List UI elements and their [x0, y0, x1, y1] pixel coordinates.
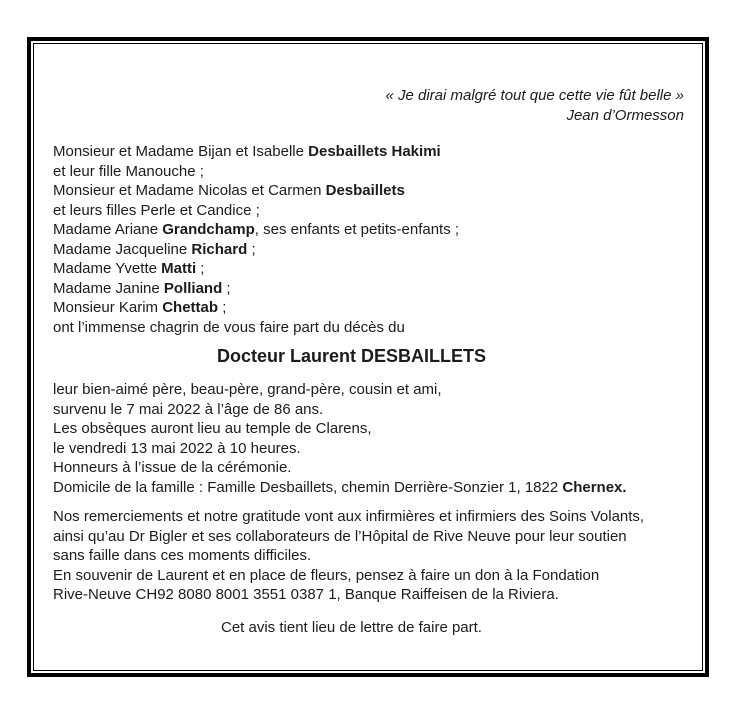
text-run: Monsieur et Madame Nicolas et Carmen	[53, 182, 326, 199]
text-run: En souvenir de Laurent et en place de fleurs, pensez à faire un don à la Fondation	[53, 566, 600, 584]
text-line	[53, 220, 684, 240]
deceased-name-title: Docteur Laurent DESBAILLETS	[216, 346, 487, 366]
text-line	[53, 162, 684, 182]
text-line	[53, 458, 684, 478]
text-run: Monsieur et Madame Bijan et Isabelle	[53, 143, 309, 160]
text-run: ;	[218, 299, 227, 316]
obituary-content	[34, 44, 702, 670]
text-run: le vendredi 13 mai 2022 à 10 heures.	[53, 439, 301, 457]
bold-name: Grandchamp	[162, 221, 255, 238]
funeral-details	[53, 380, 684, 497]
epigraph	[53, 86, 684, 125]
family-list	[53, 142, 684, 337]
text-line	[53, 507, 684, 527]
text-line	[53, 439, 684, 459]
text-line	[53, 478, 684, 498]
text-run: Madame Yvette	[53, 260, 162, 277]
epigraph-attribution: Jean d’Ormesson	[566, 106, 684, 124]
text-run: ;	[196, 260, 205, 277]
text-run: Madame Janine	[53, 279, 164, 297]
text-line	[53, 240, 684, 260]
text-run: Madame Ariane	[53, 221, 163, 238]
bold-name: Chernex.	[562, 478, 627, 496]
text-line	[53, 279, 684, 299]
text-run: Les obsèques auront lieu au temple de Clarens,	[53, 420, 372, 437]
text-run: Nos remerciements et notre gratitude vont aux infirmières et infirmiers des Soins Volants,	[53, 508, 645, 525]
text-run: leur bien-aimé père, beau-père, grand-père, cousin et ami,	[53, 381, 442, 398]
text-line	[53, 419, 684, 439]
text-line	[53, 142, 684, 162]
text-line	[53, 400, 684, 420]
text-run: Rive-Neuve CH92 8080 8001 3551 0387 1, Banque Raiffeisen de la Riviera.	[53, 586, 559, 603]
text-run: survenu le 7 mai 2022 à l’âge de 86 ans.	[53, 400, 324, 418]
text-run: Monsieur Karim	[53, 299, 163, 316]
text-run: , ses enfants et petits-enfants ;	[254, 221, 460, 238]
text-run: Domicile de la famille : Famille Desbaillets, chemin Derrière-Sonzier 1, 1822	[53, 478, 563, 496]
bold-name: Chettab	[162, 299, 219, 316]
text-run: et leurs filles Perle et Candice ;	[53, 201, 260, 219]
text-run: ;	[247, 240, 256, 258]
text-run: et leur fille Manouche ;	[53, 162, 204, 180]
closing-line: Cet avis tient lieu de lettre de faire part.	[221, 618, 482, 636]
text-run: ;	[222, 279, 231, 297]
outer-border-frame	[27, 37, 709, 677]
bold-name: Desbaillets Hakimi	[308, 143, 441, 160]
bold-name: Polliand	[163, 279, 223, 297]
bold-name: Matti	[161, 260, 197, 277]
text-line	[53, 566, 684, 586]
text-line	[53, 318, 684, 338]
acknowledgements	[53, 507, 684, 605]
text-run: ont l’immense chagrin de vous faire part du décès du	[53, 318, 405, 336]
bold-name: Desbaillets	[325, 182, 405, 199]
text-line	[53, 201, 684, 221]
text-run: sans faille dans ces moments difficiles.	[53, 547, 312, 564]
text-run: Madame Jacqueline	[53, 240, 192, 258]
text-line	[53, 259, 684, 279]
text-run: ainsi qu’au Dr Bigler et ses collaborateurs de l’Hôpital de Rive Neuve pour leur soutien	[53, 527, 627, 545]
bold-name: Richard	[191, 240, 248, 258]
epigraph-quote: « Je dirai malgré tout que cette vie fût belle »	[385, 87, 684, 104]
text-line	[53, 181, 684, 201]
text-line	[53, 380, 684, 400]
text-line	[53, 585, 684, 605]
text-line	[53, 298, 684, 318]
inner-border-frame	[33, 43, 703, 671]
text-line	[53, 527, 684, 547]
text-line	[53, 546, 684, 566]
text-run: Honneurs à l’issue de la cérémonie.	[53, 459, 292, 476]
